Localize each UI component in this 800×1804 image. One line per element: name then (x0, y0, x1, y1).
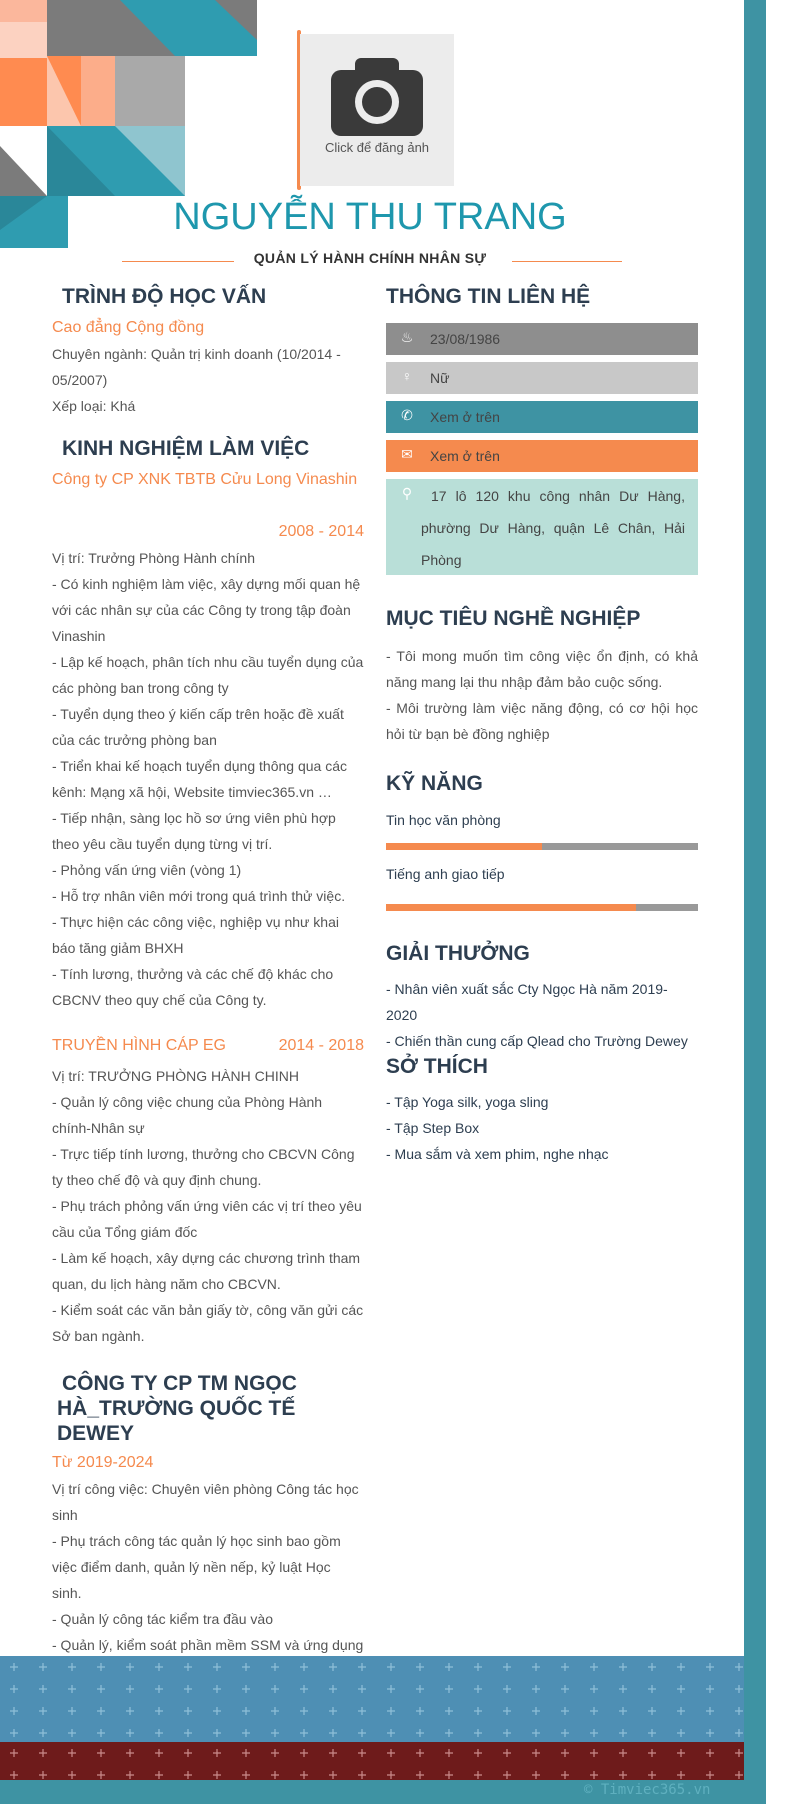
job-line: - Làm kế hoạch, xây dựng các chương trình tham quan, du lịch hàng năm cho CBCVN. (52, 1250, 361, 1292)
hobbies-list (386, 1089, 698, 1167)
job-3-description (52, 1476, 364, 1684)
contact-phone (386, 401, 698, 433)
job-line: - Thực hiện các công việc, nghiệp vụ như khai báo tăng giảm BHXH (52, 914, 339, 956)
contact-section (386, 285, 698, 309)
hobby-item: - Tập Yoga silk, yoga sling (386, 1094, 549, 1110)
job-line: - Triển khai kế hoạch tuyển dụng thông qua các kênh: Mạng xã hội, Website timviec365.vn … (52, 758, 347, 800)
job-line: Vị trí: Trưởng Phòng Hành chính (52, 550, 255, 566)
job-line: - Hỗ trợ nhân viên mới trong quá trình thử việc. (52, 888, 346, 904)
skills-section (386, 772, 698, 796)
map-pin-icon: ⚲ (401, 485, 413, 501)
cake-icon: ♨ (400, 329, 414, 345)
job-2-description (52, 1063, 364, 1349)
birthday-value: 23/08/1986 (430, 331, 501, 347)
job-line: - Kiểm soát các văn bản giấy tờ, công văn gửi các Sở ban ngành. (52, 1302, 364, 1344)
hobbies-section (386, 1055, 698, 1167)
camera-icon (331, 56, 423, 136)
job-line: - Phỏng vấn ứng viên (vòng 1) (52, 862, 242, 878)
award-item: - Nhân viên xuất sắc Cty Ngọc Hà năm 2019-2020 (386, 981, 668, 1023)
job-3-heading-line2: HÀ_TRƯỜNG QUỐC TẾ DEWEY (57, 1397, 296, 1445)
objective-heading: MỤC TIÊU NGHỀ NGHIỆP (386, 607, 641, 630)
job-line: - Lập kế hoạch, phân tích nhu cầu tuyển dụng của các phòng ban trong công ty (52, 654, 364, 696)
email-value: Xem ở trên (430, 448, 500, 464)
position-title: QUẢN LÝ HÀNH CHÍNH NHÂN SỰ (253, 250, 487, 266)
objective-line: - Môi trường làm việc năng động, có cơ hội học hỏi từ bạn bè đồng nghiệp (386, 700, 698, 742)
education-section (52, 285, 364, 419)
hobby-item: - Mua sắm và xem phim, nghe nhạc (386, 1146, 609, 1162)
skill-1-fill (386, 843, 542, 850)
photo-caption: Click để đăng ảnh (324, 140, 430, 155)
objective-text (386, 643, 698, 747)
contact-email (386, 440, 698, 472)
skill-2-label: Tiếng anh giao tiếp (386, 866, 505, 882)
job-line: Vị trí công việc: Chuyên viên phòng Công tác học sinh (52, 1481, 359, 1523)
contact-heading: THÔNG TIN LIÊN HỆ (386, 285, 591, 308)
skill-2-fill (386, 904, 636, 911)
footer-cross-pattern (0, 1656, 744, 1742)
skill-2-bar (386, 904, 698, 911)
footer-cross-pattern-red (0, 1742, 744, 1780)
right-border (744, 0, 766, 1804)
contact-gender (386, 362, 698, 394)
skill-1-label: Tin học văn phòng (386, 812, 501, 828)
position-title-block (120, 250, 620, 274)
hobbies-heading: SỞ THÍCH (386, 1055, 488, 1078)
job-3-period: Từ 2019-2024 (52, 1454, 154, 1471)
awards-list (386, 976, 698, 1054)
education-school: Cao đẳng Cộng đồng (52, 319, 205, 336)
job-2-company: TRUYỀN HÌNH CÁP EG (52, 1037, 226, 1054)
job-2-years: 2014 - 2018 (278, 1037, 364, 1054)
job-line: - Tính lương, thưởng và các chế độ khác cho CBCNV theo quy chế của Công ty. (52, 966, 334, 1008)
objective-section (386, 607, 698, 747)
job-1-description (52, 545, 364, 1013)
photo-upload[interactable] (300, 34, 454, 186)
award-item: - Chiến thần cung cấp Qlead cho Trường Dewey (386, 1033, 688, 1049)
candidate-name: NGUYỄN THU TRANG (173, 196, 567, 238)
education-major: Chuyên ngành: Quản trị kinh doanh (10/2014 - 05/2007) (52, 346, 341, 388)
divider-right (512, 261, 622, 262)
job-line: - Quản lý, kiểm soát phần mềm SSM và ứng dụng (52, 1637, 364, 1653)
watermark: © Timviec365.vn (584, 1782, 711, 1798)
hobby-item: - Tập Step Box (386, 1120, 480, 1136)
job-line: Vị trí: TRƯỞNG PHÒNG HÀNH CHINH (52, 1068, 299, 1084)
gender-value: Nữ (430, 370, 450, 386)
job-line: - Phụ trách phỏng vấn ứng viên các vị trí theo yêu cầu của Tổng giám đốc (52, 1198, 362, 1240)
skill-1-bar (386, 843, 698, 850)
contact-address (386, 479, 698, 575)
job-3-heading (52, 1371, 364, 1446)
job-line: - Quản lý công tác kiểm tra đầu vào (52, 1611, 273, 1627)
job-1-years: 2008 - 2014 (278, 523, 364, 540)
job-line: - Phụ trách công tác quản lý học sinh bao gồm việc điểm danh, quản lý nền nếp, kỷ luật Học sinh. (52, 1533, 341, 1601)
education-grade: Xếp loại: Khá (52, 398, 136, 414)
job-1-company: Công ty CP XNK TBTB Cửu Long Vinashin (52, 471, 358, 488)
job-line: - Tiếp nhận, sàng lọc hồ sơ ứng viên phù hợp theo yêu cầu tuyển dụng từng vị trí. (52, 810, 336, 852)
phone-icon: ✆ (401, 407, 413, 423)
contact-birthday (386, 323, 698, 355)
job-3-heading-line1: CÔNG TY CP TM NGỌC (62, 1372, 297, 1395)
address-value: 17 lô 120 khu công nhân Dư Hàng, phường Dư Hàng, quận Lê Chân, Hải Phòng (421, 488, 685, 568)
job-line: - Quản lý công việc chung của Phòng Hành chính-Nhân sự (52, 1094, 323, 1136)
job-line: - Trực tiếp tính lương, thưởng cho CBCVN Công ty theo chế độ và quy định chung. (52, 1146, 355, 1188)
envelope-icon: ✉ (401, 446, 413, 462)
experience-heading: KINH NGHIỆM LÀM VIỆC (62, 437, 310, 460)
job-2-header (52, 1037, 364, 1063)
job-line: - Có kinh nghiệm làm việc, xây dựng mối quan hệ với các nhân sự của các Công ty trong tập đoàn Vinashin (52, 576, 361, 644)
job-line: - Tuyển dụng theo ý kiến cấp trên hoặc đề xuất của các trưởng phòng ban (52, 706, 344, 748)
objective-line: - Tôi mong muốn tìm công việc ổn định, có khả năng mang lại thu nhập đảm bảo cuộc sống. (386, 648, 698, 690)
footer-pattern-red (0, 1742, 744, 1780)
awards-heading: GIẢI THƯỞNG (386, 942, 530, 965)
education-heading: TRÌNH ĐỘ HỌC VẤN (62, 285, 267, 308)
skills-heading: KỸ NĂNG (386, 772, 483, 795)
phone-value: Xem ở trên (430, 409, 500, 425)
awards-section (386, 942, 698, 1054)
female-icon: ♀ (401, 368, 413, 384)
experience-section (52, 437, 364, 1684)
footer-pattern-blue (0, 1656, 744, 1742)
